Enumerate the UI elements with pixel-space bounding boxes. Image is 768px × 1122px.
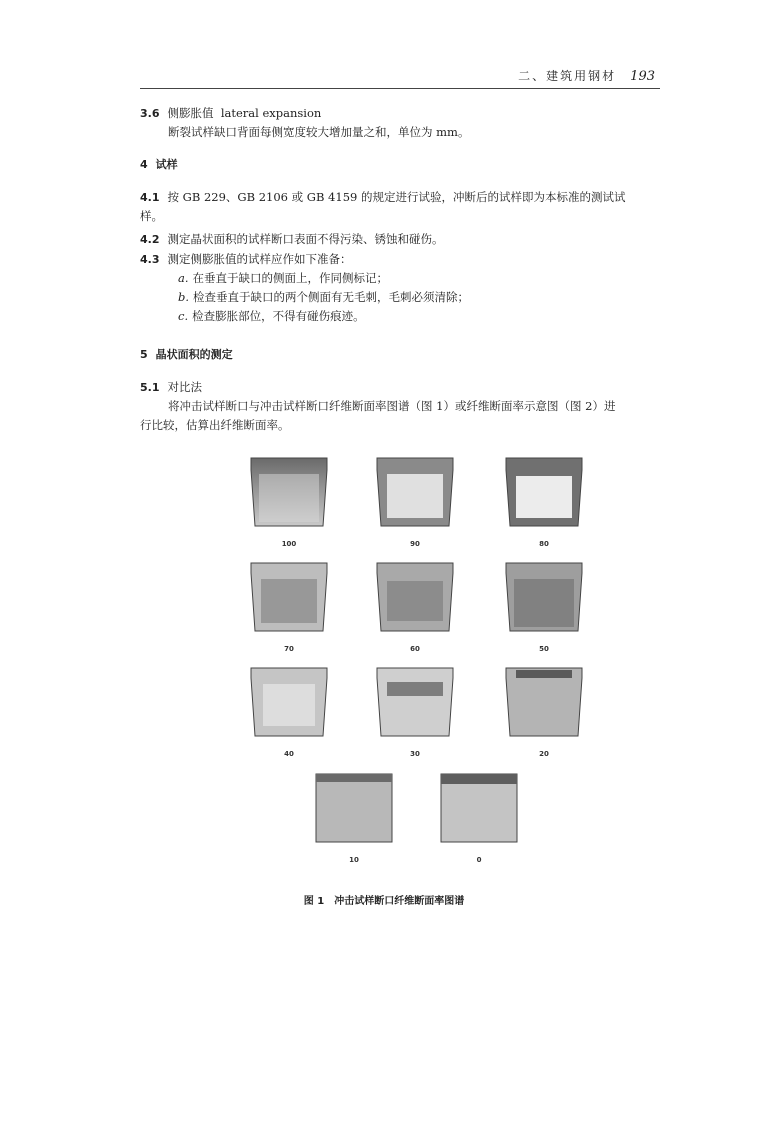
section-number: 5.1 xyxy=(140,381,160,394)
section-title: 侧膨胀值 xyxy=(167,106,214,120)
page-number: 193 xyxy=(630,69,655,84)
para-line: 测定侧膨胀值的试样应作如下准备： xyxy=(167,252,352,266)
section-title-en: lateral expansion xyxy=(220,106,322,120)
list-item: a. 在垂直于缺口的侧面上，作同侧标记； xyxy=(178,271,389,285)
para-line: 将冲击试样断口与冲击试样断口纤维断面率图谱（图 1）或纤维断面率示意图（图 2）进 xyxy=(168,399,616,413)
specimen-image xyxy=(500,557,588,637)
section-5 xyxy=(140,345,670,364)
fracture-figure xyxy=(230,452,600,887)
running-header xyxy=(0,67,655,84)
specimen-label: 100 xyxy=(281,540,297,548)
specimen-image xyxy=(500,662,588,742)
specimen-label: 80 xyxy=(539,540,549,548)
header-rule xyxy=(140,88,660,89)
specimen-0 xyxy=(435,768,523,864)
specimen-50 xyxy=(500,557,588,653)
specimen-label: 60 xyxy=(410,645,420,653)
specimen-label: 70 xyxy=(284,645,294,653)
specimen-image xyxy=(245,662,333,742)
specimen-image xyxy=(371,662,459,742)
specimen-label: 40 xyxy=(284,750,294,758)
specimen-100 xyxy=(245,452,333,548)
specimen-image xyxy=(310,768,398,848)
section-title: 试样 xyxy=(155,158,178,171)
section-title: 晶状面积的测定 xyxy=(155,348,233,361)
section-number: 3.6 xyxy=(140,107,160,120)
specimen-label: 0 xyxy=(476,856,482,864)
specimen-label: 50 xyxy=(539,645,549,653)
specimen-label: 10 xyxy=(349,856,359,864)
specimen-30 xyxy=(371,662,459,758)
section-5-1 xyxy=(140,378,670,435)
section-3-6 xyxy=(140,104,670,142)
section-number: 4 xyxy=(140,158,148,171)
section-4-2 xyxy=(140,230,670,249)
para-line: 样。 xyxy=(140,209,163,223)
specimen-image xyxy=(245,557,333,637)
specimen-label: 90 xyxy=(410,540,420,548)
specimen-40 xyxy=(245,662,333,758)
specimen-image xyxy=(435,768,523,848)
section-number: 4.2 xyxy=(140,233,160,246)
section-number: 4.3 xyxy=(140,253,160,266)
para-line: 测定晶状面积的试样断口表面不得污染、锈蚀和碰伤。 xyxy=(167,232,444,246)
section-number: 4.1 xyxy=(140,191,160,204)
para-line: 行比较，估算出纤维断面率。 xyxy=(140,418,290,432)
specimen-90 xyxy=(371,452,459,548)
specimen-image xyxy=(371,452,459,532)
figure-caption: 图 1 冲击试样断口纤维断面率图谱 xyxy=(303,896,465,907)
specimen-20 xyxy=(500,662,588,758)
specimen-image xyxy=(500,452,588,532)
section-4-3 xyxy=(140,250,670,326)
section-body: 断裂试样缺口背面每侧宽度较大增加量之和，单位为 mm。 xyxy=(168,125,470,139)
specimen-image xyxy=(371,557,459,637)
section-title: 对比法 xyxy=(167,380,202,394)
section-4 xyxy=(140,155,670,174)
specimen-60 xyxy=(371,557,459,653)
para-line: 按 GB 229、GB 2106 或 GB 4159 的规定进行试验，冲断后的试样即为本标准的测试试 xyxy=(167,190,626,204)
specimen-80 xyxy=(500,452,588,548)
header-title: 二、建筑用钢材 xyxy=(518,69,617,83)
list-item: c. 检查膨胀部位，不得有碰伤痕迹。 xyxy=(178,309,365,323)
section-number: 5 xyxy=(140,348,148,361)
specimen-10 xyxy=(310,768,398,864)
specimen-image xyxy=(245,452,333,532)
specimen-label: 30 xyxy=(410,750,420,758)
specimen-label: 20 xyxy=(539,750,549,758)
list-item: b. 检查垂直于缺口的两个侧面有无毛刺，毛刺必须清除； xyxy=(178,290,470,304)
specimen-70 xyxy=(245,557,333,653)
section-4-1 xyxy=(140,188,670,226)
